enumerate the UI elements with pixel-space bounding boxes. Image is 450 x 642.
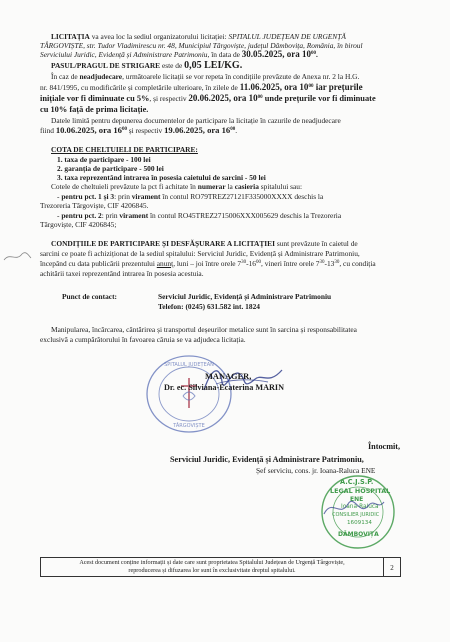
handling-line-2: exclusivă a cumpărătorului în favoarea căruia se va adjudeca licitația. xyxy=(40,335,246,344)
pay-e: spitalului sau: xyxy=(258,182,303,191)
prepared-dept: Serviciul Juridic, Evidență și Administrare Patrimoniu, xyxy=(170,455,364,464)
opt1-d: virament xyxy=(131,192,161,201)
repeat-l3c: 20.06.2025, ora 10 xyxy=(188,93,258,103)
deadline-l2b: 10.06.2025, ora 16 xyxy=(55,125,122,135)
footer-line-1: Acest document conține informații și date care sunt proprietatea Spitalului Județean de Urgență Târgoviște, xyxy=(79,559,345,566)
page-number: 2 xyxy=(384,557,401,577)
intro-org-1: SPITALUL JUDEȚEAN DE URGENȚĂ xyxy=(228,32,346,41)
pay-d: casieria xyxy=(234,182,259,191)
opt1-e: în contul RO79TREZ27121F335000XXXX deschis la xyxy=(160,192,324,201)
conditions-l1-rest: sunt prevăzute în caietul de xyxy=(274,239,358,248)
opt2-d: virament xyxy=(119,211,149,220)
conditions-line-3 xyxy=(40,259,376,268)
repeat-l3-sup: 00 xyxy=(257,95,263,100)
intro-line-1 xyxy=(51,32,346,41)
deadline-l2e: . xyxy=(235,126,238,135)
intro-date-text: , în data de xyxy=(207,50,242,59)
contact-phone-text: Telefon: (0245) 631.582 int. 1824 xyxy=(158,302,260,311)
opt2-b: pentru pct. 2 xyxy=(61,211,102,220)
deadline-sup1: 00 xyxy=(121,127,127,132)
manager-title: MANAGER, xyxy=(205,372,252,381)
repeat-l3b: , și respectiv xyxy=(149,94,189,103)
cond-l3e: , vineri între orele 7 xyxy=(261,259,320,268)
svg-text:TÂRGOVIȘTE: TÂRGOVIȘTE xyxy=(173,423,205,429)
conditions-title: CONDIȚIILE DE PARTICIPARE ȘI DESFĂȘURARE A LICITAȚIEI xyxy=(51,239,275,248)
cond-l3b: anunț xyxy=(156,259,174,268)
stamp-line-4: CONSILIER JURIDIC xyxy=(332,512,380,518)
opt1-b: pentru pct. 1 și 3 xyxy=(61,192,115,201)
cost-option-2-line-2: Târgoviște, CIF 4206845; xyxy=(40,220,117,229)
cost-option-1-line-2: Trezoreria Târgoviște, CIF 4206845. xyxy=(40,201,149,210)
step-text: este de xyxy=(160,61,185,70)
intro-word: LICITAȚIA xyxy=(51,32,90,41)
margin-mark-icon xyxy=(2,248,32,264)
conditions-line-1 xyxy=(51,239,358,248)
intro-date: 30.05.2025, ora 10 xyxy=(241,49,312,59)
footer-line-2: reproducerea și difuzarea lor sunt în exclusivitate dreptul spitalului. xyxy=(128,567,296,574)
cond-l3d: -16 xyxy=(246,259,256,268)
prepared-signature-icon xyxy=(318,487,391,524)
prepared-title: Întocmit, xyxy=(368,442,401,451)
opt2-e: în contul RO45TREZ2715006XXX005629 deschis la Trezoreria xyxy=(148,211,342,220)
cond-l3f: -13 xyxy=(324,259,335,268)
cond-l3c: , luni – joi între orele 7 xyxy=(173,259,242,268)
deadline-l2a: fiind xyxy=(40,126,56,135)
cost-option-1 xyxy=(57,192,323,201)
stamp-bottom-text: DÂMBOVIȚA xyxy=(338,531,379,538)
conditions-line-4: achitării taxei reprezentând intrarea în posesia acestuia. xyxy=(40,269,204,278)
cost-payment-line xyxy=(51,182,302,191)
intro-text: va avea loc la sediul organizatorului licitației: xyxy=(89,32,229,41)
deadline-l2c: și respectiv xyxy=(126,126,165,135)
repeat-l3d: unde prețurile vor fi diminuate xyxy=(262,94,376,103)
repeat-line-3 xyxy=(40,94,376,103)
repeat-line-2 xyxy=(40,83,363,92)
pay-b: numerar xyxy=(197,182,226,191)
contact-dept: Serviciul Juridic, Evidență și Administrare Patrimoniu xyxy=(158,292,332,301)
repeat-l2c: iar prețurile xyxy=(313,82,363,92)
cost-option-2 xyxy=(57,211,341,220)
cond-s4: 30 xyxy=(334,260,340,265)
cond-s3: 30 xyxy=(319,260,325,265)
manager-name: Dr. ec. Silviana-Ecaterina MARIN xyxy=(164,383,284,392)
intro-date-sup: 00 xyxy=(311,51,317,56)
step-value: 0,05 LEI/KG. xyxy=(184,60,243,71)
intro-date-end: . xyxy=(316,50,318,59)
footer-notice xyxy=(40,557,384,577)
intro-org-3: Serviciului Juridic, Evidență și Administrare Patrimoniu xyxy=(40,50,208,59)
repeat-line-4: cu 10% față de prima licitație. xyxy=(40,105,149,114)
pay-a: Cotele de cheltuieli prevăzute la pct fi achitate în xyxy=(51,182,198,191)
opt2-c: : prin xyxy=(101,211,120,220)
cost-item-1: 1. taxa de participare - 100 lei xyxy=(57,155,151,164)
deadline-line-2 xyxy=(40,126,237,135)
opt2-a: - xyxy=(57,211,62,220)
contact-label: Punct de contact: xyxy=(62,292,118,301)
stamp-line-3: Ioana-Raluca xyxy=(341,504,379,510)
repeat-l1a: În caz de xyxy=(51,72,80,81)
step-line xyxy=(51,61,242,70)
repeat-l3a: inițiale vor fi diminuate cu 5% xyxy=(40,94,150,103)
repeat-l1b: neadjudecare xyxy=(79,72,123,81)
costs-title: COTA DE CHELTUIELI DE PARTICIPARE: xyxy=(51,145,198,154)
prepared-head: Șef serviciu, cons. jr. Ioana-Raluca ENE xyxy=(256,466,376,475)
repeat-l2a: nr. 841/1995, cu modificările și completările ulterioare, în zilele de xyxy=(40,83,240,92)
repeat-line-1 xyxy=(51,72,359,81)
stamp-line-5: 1609134 xyxy=(347,520,372,526)
deadline-l2d: 19.06.2025, ora 16 xyxy=(164,125,231,135)
step-label: PASUL/PRAGUL DE STRIGARE xyxy=(51,61,161,70)
repeat-l2-sup: 00 xyxy=(308,84,314,89)
opt1-c: : prin xyxy=(114,192,132,201)
cond-s2: 00 xyxy=(256,260,261,265)
intro-line-2: TÂRGOVIȘTE, str. Tudor Vladimirescu nr. 48, Municipiul Târgoviște, județul Dâmbovița, România, în biroul xyxy=(40,41,363,50)
intro-line-3 xyxy=(40,50,318,59)
opt1-a: - xyxy=(57,192,62,201)
stamp-line-1: LEGAL HOSPITAL xyxy=(330,487,391,495)
pay-c: la xyxy=(225,182,235,191)
svg-text:SPITALUL JUDEȚEAN: SPITALUL JUDEȚEAN xyxy=(164,362,214,368)
deadline-sup2: 00 xyxy=(230,127,236,132)
cost-item-2: 2. garanția de participare - 500 lei xyxy=(57,164,164,173)
cond-l3g: , cu condiția xyxy=(339,259,376,268)
conditions-line-2: sarcini ce poate fi achiziționat de la sediul spitalului: Serviciul Juridic, Evidență și Administrare Patrimoniu, xyxy=(40,249,360,258)
cond-s1: 30 xyxy=(241,260,247,265)
stamp-line-2: ENE xyxy=(350,496,364,503)
repeat-l2b: 11.06.2025, ora 10 xyxy=(239,82,309,92)
deadline-line-1: Datele limită pentru depunerea documentelor de participare la licitație în cazurile de neadjudecare xyxy=(51,116,341,125)
cond-l3a: începând cu data publicării prezentului xyxy=(40,259,157,268)
repeat-l1c: , următoarele licitații se vor repeta în condițiile prevăzute de Anexa nr. 2 la H.G. xyxy=(122,72,360,81)
contact-phone xyxy=(158,302,260,311)
stamp-top-text: A.C.J.S.P. xyxy=(340,478,374,486)
handling-line-1: Manipularea, încărcarea, cântărirea și transportul deșeurilor metalice sunt în sarcina și responsabilitatea xyxy=(51,325,357,334)
cost-item-3: 3. taxa reprezentând intrarea în posesia caietului de sarcini - 50 lei xyxy=(57,173,266,182)
